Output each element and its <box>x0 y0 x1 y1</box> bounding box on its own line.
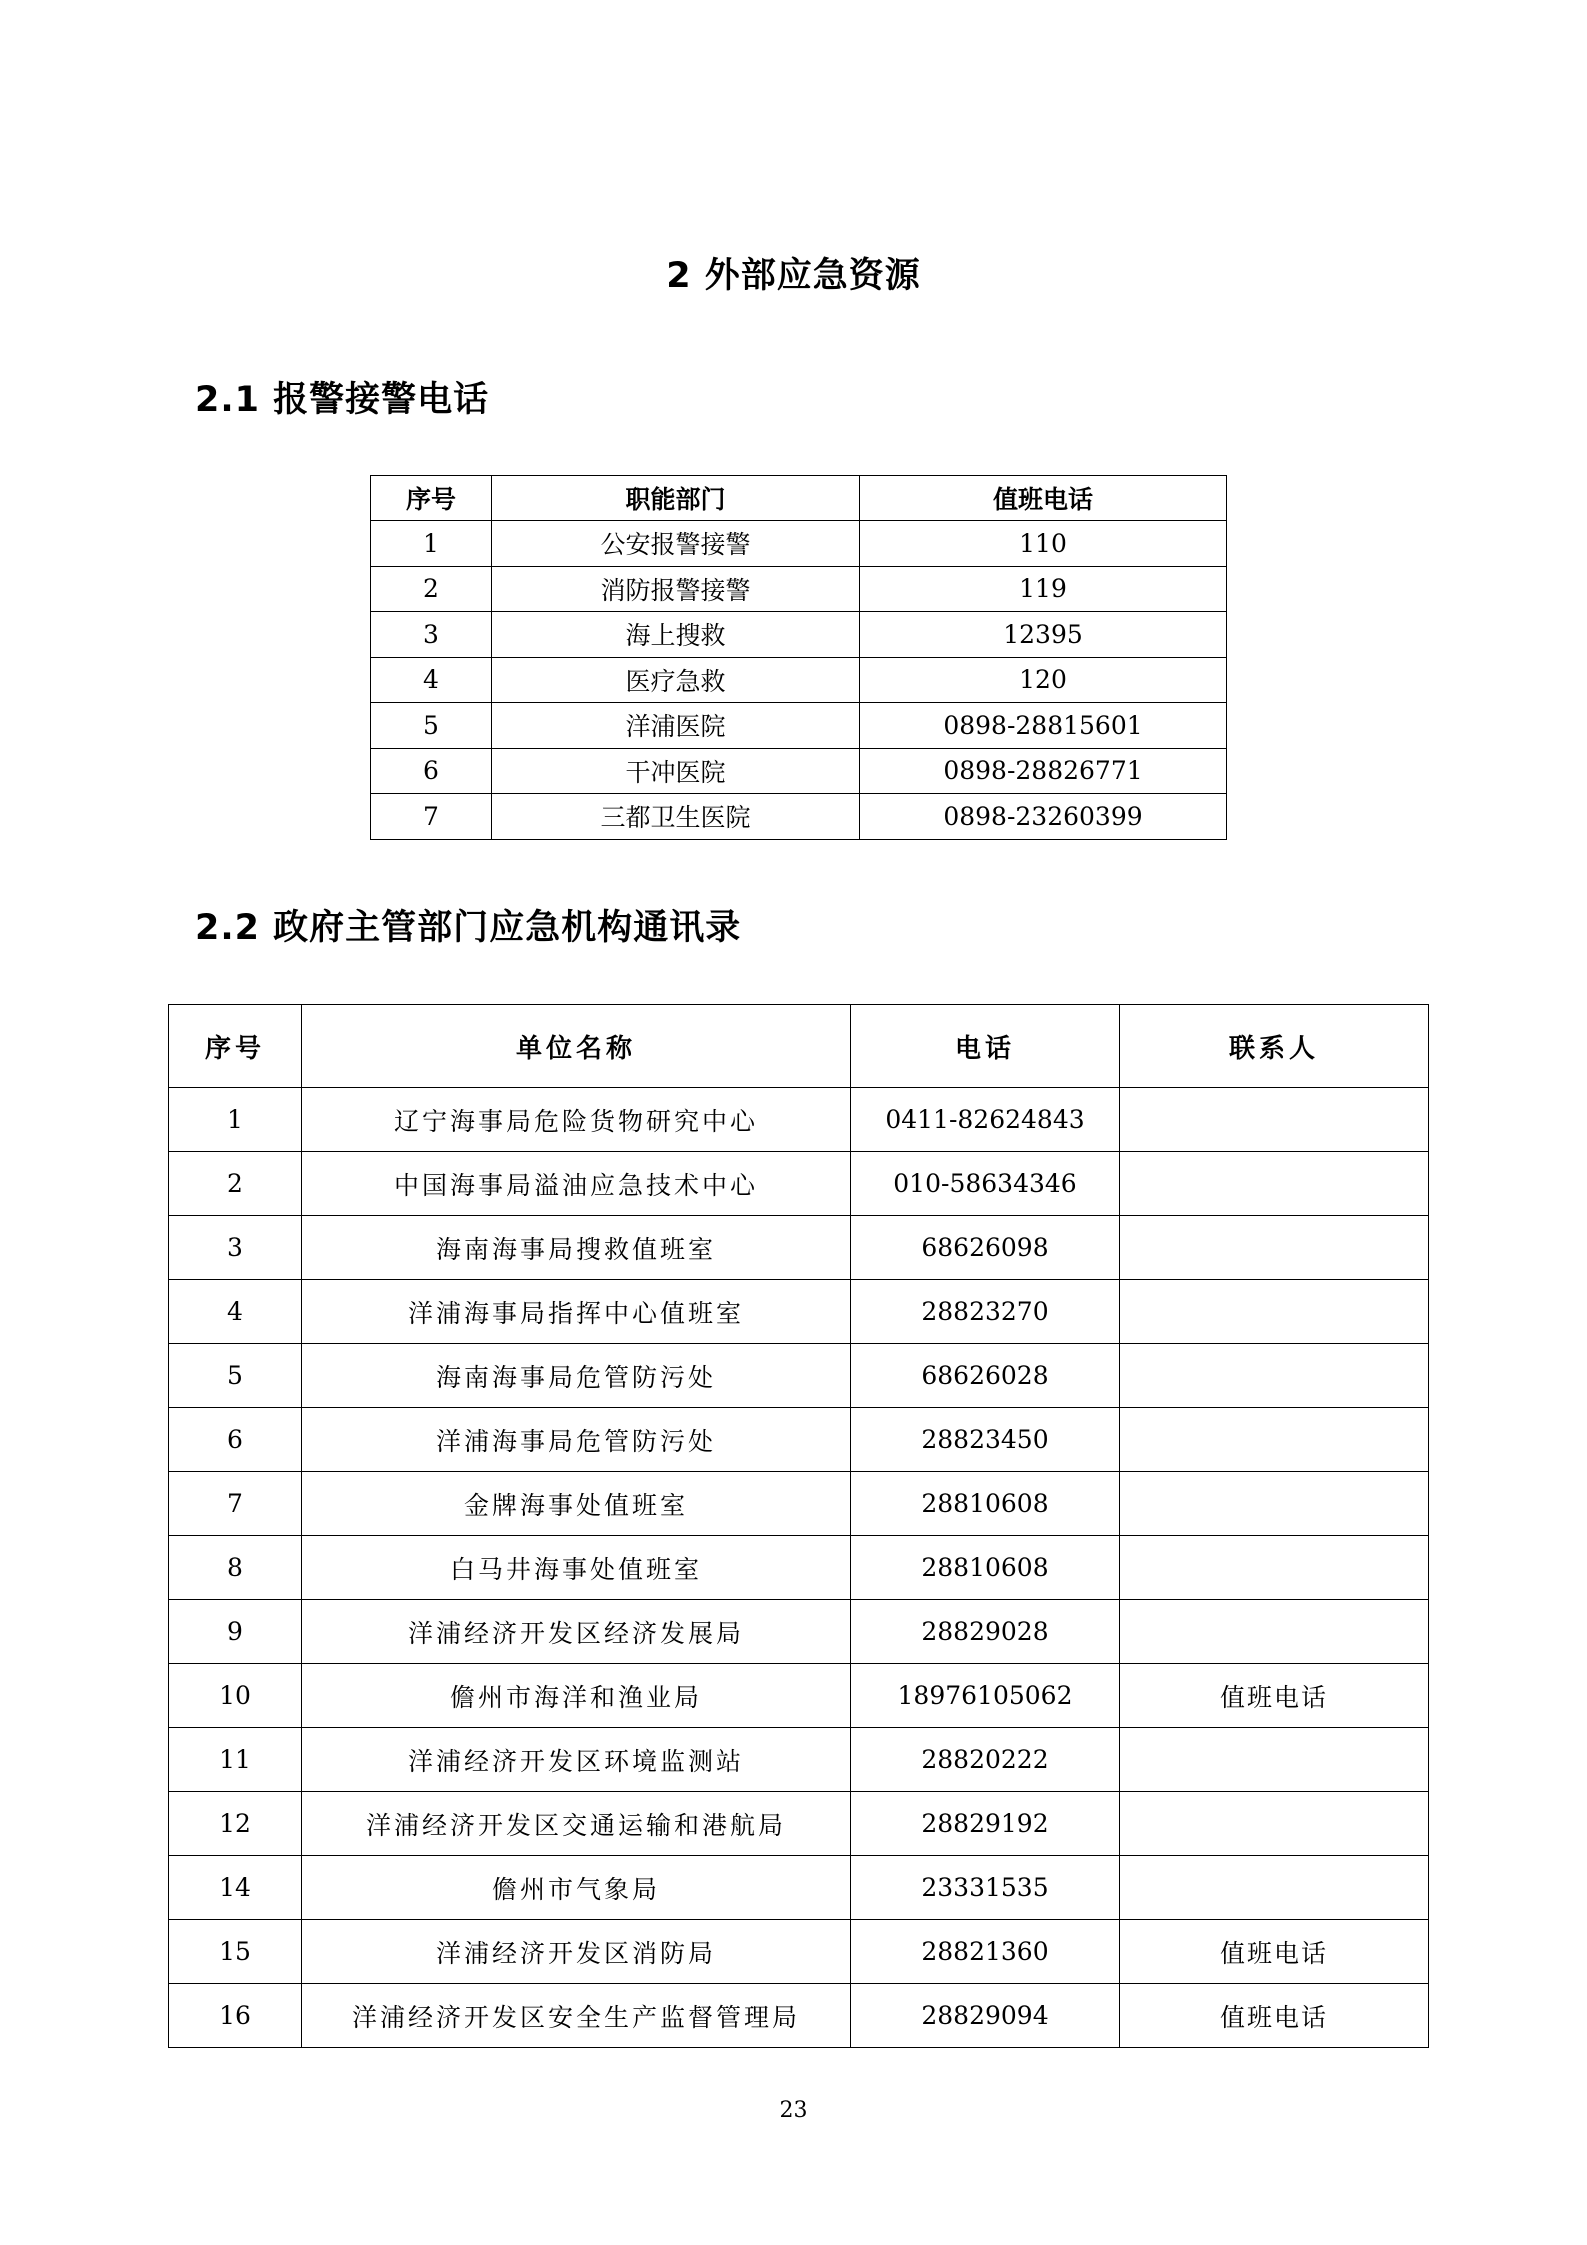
cell-phone: 28829192 <box>851 1792 1120 1856</box>
cell-contact-person <box>1120 1792 1429 1856</box>
table-row <box>371 566 1227 612</box>
chapter-title: 2 外部应急资源 <box>666 256 921 296</box>
cell-department: 消防报警接警 <box>492 566 860 612</box>
cell-index: 1 <box>169 1088 302 1152</box>
cell-index: 3 <box>169 1216 302 1280</box>
table-row <box>169 1344 1429 1408</box>
cell-unit-name: 白马井海事处值班室 <box>302 1536 851 1600</box>
cell-department: 洋浦医院 <box>492 703 860 749</box>
cell-phone: 28810608 <box>851 1536 1120 1600</box>
cell-index: 7 <box>371 794 492 840</box>
cell-contact-person <box>1120 1472 1429 1536</box>
table-header-row <box>169 1005 1429 1088</box>
cell-contact-person <box>1120 1344 1429 1408</box>
cell-phone: 110 <box>860 521 1227 567</box>
cell-index: 5 <box>169 1344 302 1408</box>
cell-phone: 68626028 <box>851 1344 1120 1408</box>
cell-contact-person: 值班电话 <box>1120 1984 1429 2048</box>
cell-index: 6 <box>169 1408 302 1472</box>
table-row <box>169 1152 1429 1216</box>
cell-contact-person <box>1120 1728 1429 1792</box>
table-row <box>169 1664 1429 1728</box>
cell-index: 4 <box>371 657 492 703</box>
cell-unit-name: 洋浦经济开发区安全生产监督管理局 <box>302 1984 851 2048</box>
cell-phone: 28823270 <box>851 1280 1120 1344</box>
table-row <box>371 612 1227 658</box>
cell-department: 三都卫生医院 <box>492 794 860 840</box>
cell-contact-person <box>1120 1408 1429 1472</box>
cell-phone: 120 <box>860 657 1227 703</box>
cell-unit-name: 金牌海事处值班室 <box>302 1472 851 1536</box>
cell-index: 16 <box>169 1984 302 2048</box>
table-row <box>169 1216 1429 1280</box>
cell-phone: 28823450 <box>851 1408 1120 1472</box>
cell-phone: 119 <box>860 566 1227 612</box>
cell-phone: 68626098 <box>851 1216 1120 1280</box>
table-row <box>169 1728 1429 1792</box>
table-row <box>371 703 1227 749</box>
table-row <box>169 1280 1429 1344</box>
cell-contact-person <box>1120 1088 1429 1152</box>
cell-unit-name: 儋州市海洋和渔业局 <box>302 1664 851 1728</box>
cell-index: 3 <box>371 612 492 658</box>
table-row <box>169 1088 1429 1152</box>
header-duty-phone: 值班电话 <box>860 476 1227 521</box>
header-index: 序号 <box>371 476 492 521</box>
cell-unit-name: 洋浦经济开发区经济发展局 <box>302 1600 851 1664</box>
cell-phone: 0898-28815601 <box>860 703 1227 749</box>
header-phone: 电话 <box>851 1005 1120 1088</box>
cell-unit-name: 辽宁海事局危险货物研究中心 <box>302 1088 851 1152</box>
header-unit-name: 单位名称 <box>302 1005 851 1088</box>
cell-unit-name: 洋浦海事局危管防污处 <box>302 1408 851 1472</box>
cell-index: 8 <box>169 1536 302 1600</box>
cell-index: 7 <box>169 1472 302 1536</box>
table-row <box>371 748 1227 794</box>
page-number: 23 <box>779 2098 808 2123</box>
cell-unit-name: 洋浦经济开发区交通运输和港航局 <box>302 1792 851 1856</box>
table-row <box>169 1856 1429 1920</box>
cell-contact-person: 值班电话 <box>1120 1920 1429 1984</box>
table-row <box>371 657 1227 703</box>
cell-unit-name: 海南海事局搜救值班室 <box>302 1216 851 1280</box>
table-row <box>169 1920 1429 1984</box>
cell-index: 1 <box>371 521 492 567</box>
cell-phone: 12395 <box>860 612 1227 658</box>
cell-unit-name: 洋浦海事局指挥中心值班室 <box>302 1280 851 1344</box>
cell-index: 5 <box>371 703 492 749</box>
header-department: 职能部门 <box>492 476 860 521</box>
cell-index: 4 <box>169 1280 302 1344</box>
cell-unit-name: 海南海事局危管防污处 <box>302 1344 851 1408</box>
cell-contact-person <box>1120 1280 1429 1344</box>
section-title-government-contacts: 2.2 政府主管部门应急机构通讯录 <box>195 908 742 948</box>
cell-department: 海上搜救 <box>492 612 860 658</box>
cell-phone: 28829094 <box>851 1984 1120 2048</box>
cell-department: 干冲医院 <box>492 748 860 794</box>
cell-unit-name: 洋浦经济开发区消防局 <box>302 1920 851 1984</box>
cell-index: 9 <box>169 1600 302 1664</box>
cell-contact-person <box>1120 1600 1429 1664</box>
cell-department: 公安报警接警 <box>492 521 860 567</box>
cell-phone: 0898-28826771 <box>860 748 1227 794</box>
cell-contact-person: 值班电话 <box>1120 1664 1429 1728</box>
cell-phone: 010-58634346 <box>851 1152 1120 1216</box>
section-title-alarm-phones: 2.1 报警接警电话 <box>195 380 490 420</box>
cell-phone: 28829028 <box>851 1600 1120 1664</box>
alarm-phone-table <box>370 475 1227 840</box>
cell-contact-person <box>1120 1216 1429 1280</box>
cell-unit-name: 洋浦经济开发区环境监测站 <box>302 1728 851 1792</box>
cell-index: 14 <box>169 1856 302 1920</box>
table-row <box>371 521 1227 567</box>
cell-index: 2 <box>371 566 492 612</box>
cell-phone: 0898-23260399 <box>860 794 1227 840</box>
cell-index: 15 <box>169 1920 302 1984</box>
cell-index: 2 <box>169 1152 302 1216</box>
table-row <box>169 1536 1429 1600</box>
cell-phone: 28820222 <box>851 1728 1120 1792</box>
cell-index: 11 <box>169 1728 302 1792</box>
table-row <box>169 1408 1429 1472</box>
cell-unit-name: 儋州市气象局 <box>302 1856 851 1920</box>
cell-phone: 18976105062 <box>851 1664 1120 1728</box>
cell-unit-name: 中国海事局溢油应急技术中心 <box>302 1152 851 1216</box>
table-row <box>371 794 1227 840</box>
table-row <box>169 1792 1429 1856</box>
header-index: 序号 <box>169 1005 302 1088</box>
cell-phone: 28810608 <box>851 1472 1120 1536</box>
cell-contact-person <box>1120 1856 1429 1920</box>
cell-index: 12 <box>169 1792 302 1856</box>
cell-contact-person <box>1120 1152 1429 1216</box>
cell-department: 医疗急救 <box>492 657 860 703</box>
cell-phone: 28821360 <box>851 1920 1120 1984</box>
cell-phone: 23331535 <box>851 1856 1120 1920</box>
table-header-row <box>371 476 1227 521</box>
cell-phone: 0411-82624843 <box>851 1088 1120 1152</box>
cell-index: 10 <box>169 1664 302 1728</box>
cell-index: 6 <box>371 748 492 794</box>
cell-contact-person <box>1120 1536 1429 1600</box>
table-row <box>169 1472 1429 1536</box>
header-contact-person: 联系人 <box>1120 1005 1429 1088</box>
table-row <box>169 1984 1429 2048</box>
table-row <box>169 1600 1429 1664</box>
government-contacts-table <box>168 1004 1429 2048</box>
